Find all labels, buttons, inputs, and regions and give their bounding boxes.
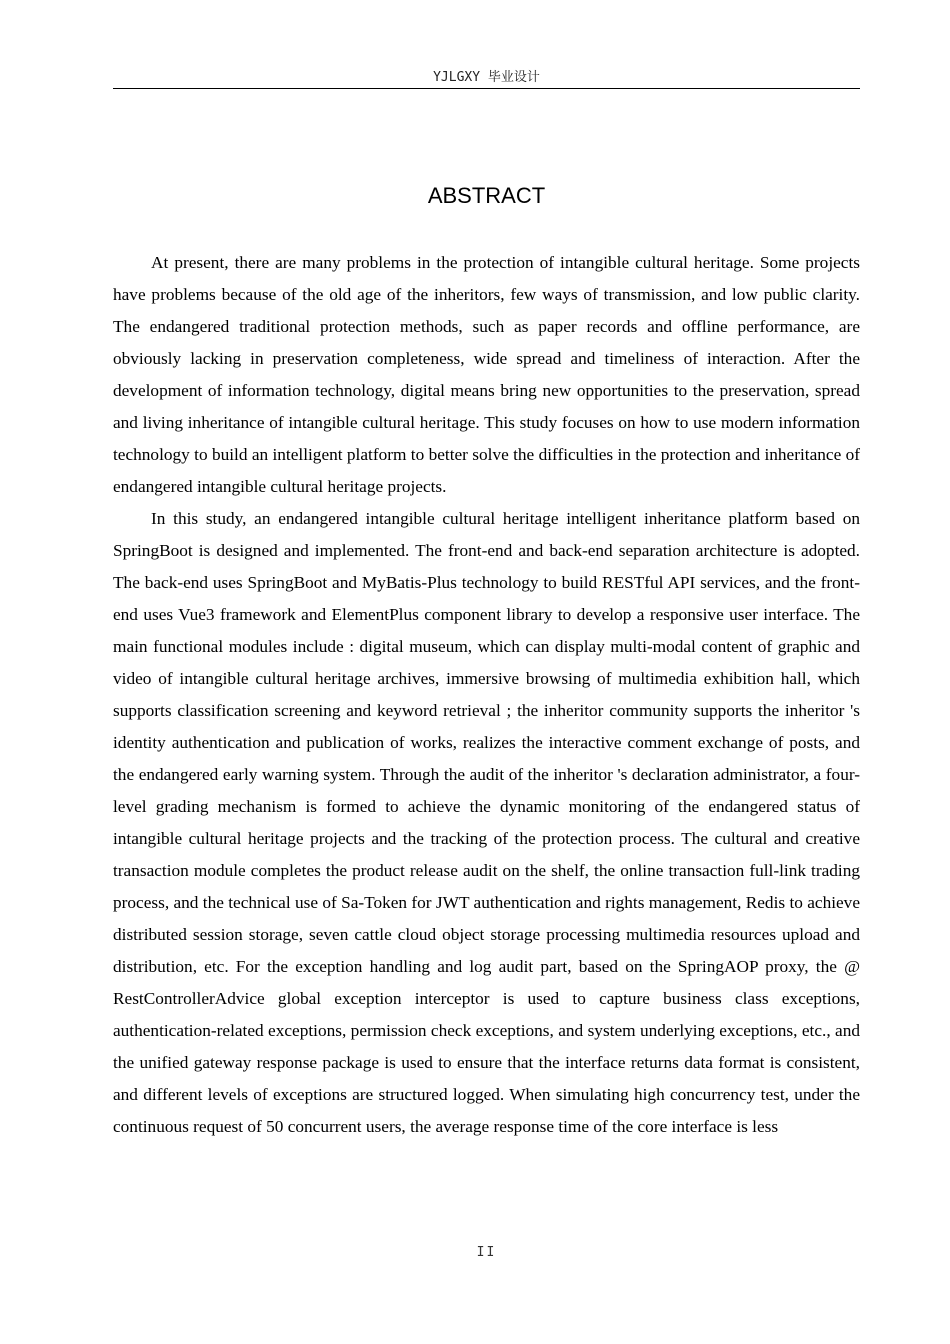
page-number: II (476, 1245, 497, 1260)
abstract-paragraph-1: At present, there are many problems in the protection of intangible cultural heritage. Some projects have problems because of the old age of the inheritors, few ways of transmission, and low public clarity. The endangered traditional protection methods, such as paper records and offline performance, are obviously lacking in preservation completeness, wide spread and timeliness of interaction. After the development of information technology, digital means bring new opportunities to the preservation, spread and living inheritance of intangible cultural heritage. This study focuses on how to use modern information technology to build an intelligent platform to better solve the difficulties in the protection and inheritance of endangered intangible cultural heritage projects. (113, 253, 860, 496)
running-header: YJLGXY 毕业设计 (433, 70, 540, 85)
abstract-body (113, 247, 860, 1143)
abstract-title: ABSTRACT (427, 183, 546, 208)
header-rule (113, 88, 860, 89)
abstract-paragraph-2: In this study, an endangered intangible cultural heritage intelligent inheritance platform based on SpringBoot is designed and implemented. The front-end and back-end separation architecture is adopted. The back-end uses SpringBoot and MyBatis-Plus technology to build RESTful API services, and the front-end uses Vue3 framework and ElementPlus component library to develop a responsive user interface. The main functional modules include : digital museum, which can display multi-modal content of graphic and video of intangible cultural heritage archives, immersive browsing of multimedia exhibition hall, which supports classification screening and keyword retrieval ; the inheritor community supports the inheritor 's identity authentication and publication of works, realizes the interactive comment exchange of posts, and the endangered early warning system. Through the audit of the inheritor 's declaration administrator, a four-level grading mechanism is formed to achieve the dynamic monitoring of the endangered status of intangible cultural heritage projects and the tracking of the protection process. The cultural and creative transaction module completes the product release audit on the shelf, the online transaction full-link trading process, and the technical use of Sa-Token for JWT authentication and rights management, Redis to achieve distributed session storage, seven cattle cloud object storage processing multimedia resources upload and distribution, etc. For the exception handling and log audit part, based on the SpringAOP proxy, the @ RestControllerAdvice global exception interceptor is used to capture business class exceptions, authentication-related exceptions, permission check exceptions, and system underlying exceptions, etc., and the unified gateway response package is used to ensure that the interface returns data format is consistent, and different levels of exceptions are structured logged. When simulating high concurrency test, under the continuous request of 50 concurrent users, the average response time of the core interface is less (113, 509, 860, 1136)
